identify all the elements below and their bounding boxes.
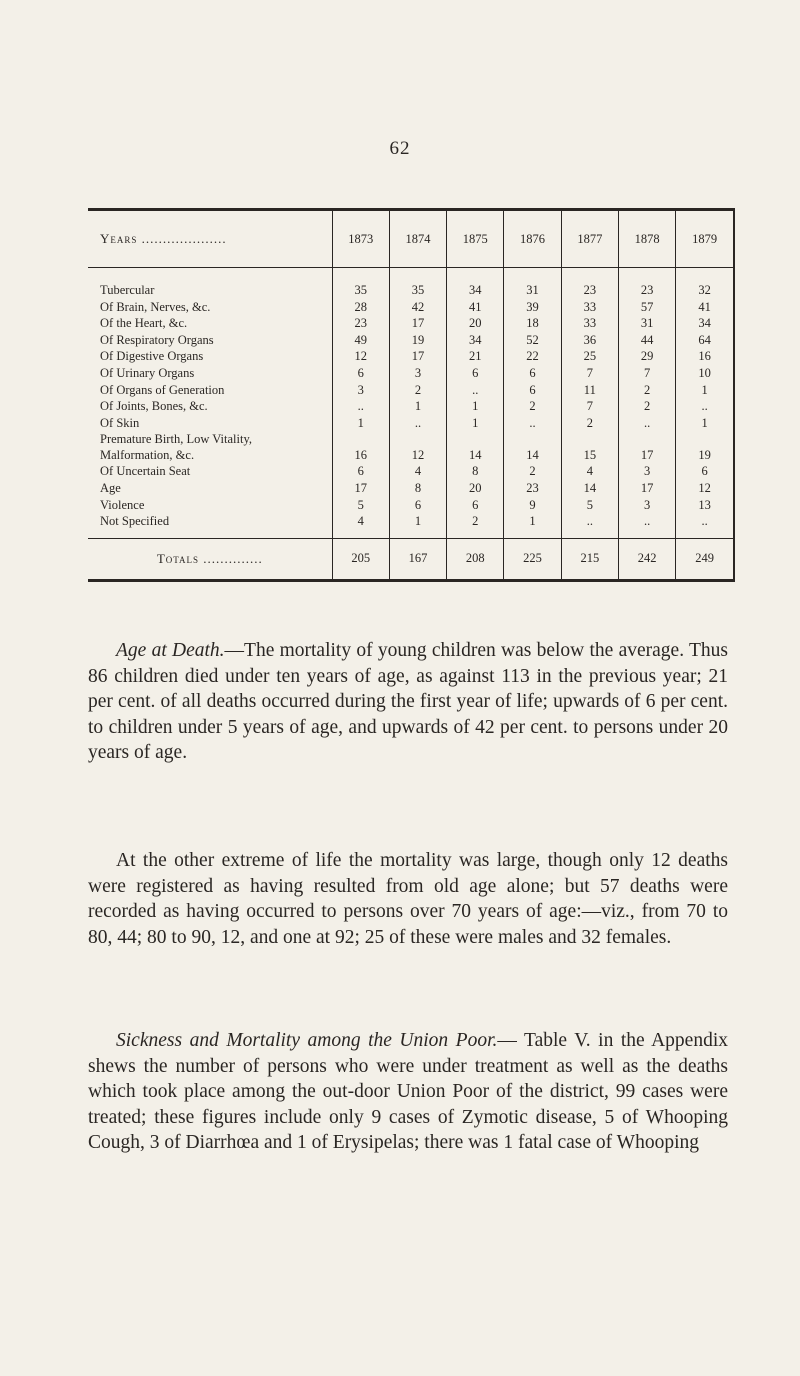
table-row [88, 513, 733, 538]
table-cell: 11 [561, 382, 618, 399]
extreme-of-life-paragraph: At the other extreme of life the mortality was large, though only 12 deaths were registered as having resulted from old age alone; but 57 deaths were recorded as having occurred to persons over 70 years of age:—viz., from 70 to 80, 44; 80 to 90, 12, and one at 92; 25 of these were males and 32 females. [88, 850, 728, 948]
row-label: Premature Birth, Low Vitality, Malformation, &c. [100, 432, 253, 463]
table-cell: .. [389, 415, 446, 432]
age-at-death-body: —The mortality of young children was below the average. Thus 86 children died under ten years of age, as against 113 in the previous year; 21 per cent. of all deaths occurred during the first year of life; upwards of 6 per cent. to children under 5 years of age, and upwards of 42 per cent. to persons under 20 years of age. [88, 640, 728, 763]
year-header: 1878 [618, 211, 675, 268]
table-cell: 13 [676, 497, 733, 514]
row-label: Of Digestive Organs [100, 349, 204, 364]
table-cell: 7 [561, 365, 618, 382]
table-cell: 49 [332, 332, 389, 349]
table-cell: 12 [389, 431, 446, 463]
table-cell: 3 [618, 497, 675, 514]
table-cell: 21 [447, 348, 504, 365]
table-cell: 14 [561, 480, 618, 497]
table-cell: 3 [332, 382, 389, 399]
table-cell: 31 [618, 315, 675, 332]
table-cell: 1 [676, 382, 733, 399]
row-label: Of Urinary Organs [100, 365, 195, 380]
table-cell: 19 [676, 431, 733, 463]
union-poor-paragraph [88, 1028, 728, 1156]
table-cell: .. [504, 415, 561, 432]
table-cell: 2 [504, 463, 561, 480]
table-cell: 17 [389, 315, 446, 332]
row-label: Of Skin [100, 415, 140, 430]
row-label: Violence [100, 497, 145, 512]
table-cell: .. [332, 398, 389, 415]
table-cell: 28 [332, 299, 389, 316]
table-cell: 41 [676, 299, 733, 316]
table-cell: 1 [332, 415, 389, 432]
table-cell: 4 [389, 463, 446, 480]
table-cell: 29 [618, 348, 675, 365]
table-cell: 7 [618, 365, 675, 382]
row-label: Not Specified [100, 514, 170, 529]
row-label: Of Respiratory Organs [100, 332, 214, 347]
table-cell: 23 [618, 268, 675, 299]
table-cell: 22 [504, 348, 561, 365]
row-label: Of Uncertain Seat [100, 464, 191, 479]
table-cell: 6 [504, 382, 561, 399]
table-row [88, 497, 733, 514]
table-cell: 8 [389, 480, 446, 497]
table-cell: 12 [332, 348, 389, 365]
table-cell: 35 [389, 268, 446, 299]
table-cell: 1 [504, 513, 561, 538]
table-cell: 15 [561, 431, 618, 463]
table-row [88, 299, 733, 316]
table-cell: 6 [332, 365, 389, 382]
table-row [88, 332, 733, 349]
totals-label: Totals .............. [88, 538, 332, 579]
table-cell: 2 [389, 382, 446, 399]
table-cell: 52 [504, 332, 561, 349]
total-cell: 225 [504, 538, 561, 579]
table-cell: 17 [332, 480, 389, 497]
table-cell: 3 [618, 463, 675, 480]
table-cell: 6 [389, 497, 446, 514]
table-cell: 57 [618, 299, 675, 316]
table-cell: 39 [504, 299, 561, 316]
table-cell: 6 [676, 463, 733, 480]
table-cell: 16 [332, 431, 389, 463]
table-cell: 34 [676, 315, 733, 332]
year-header: 1876 [504, 211, 561, 268]
table-cell: 2 [447, 513, 504, 538]
table-cell: 31 [504, 268, 561, 299]
table-cell: 10 [676, 365, 733, 382]
age-at-death-heading: Age at Death. [116, 640, 225, 661]
table-cell: 1 [389, 513, 446, 538]
table-cell: .. [618, 415, 675, 432]
total-cell: 249 [676, 538, 733, 579]
table-cell: 14 [504, 431, 561, 463]
table-row [88, 268, 733, 299]
table-cell: 5 [332, 497, 389, 514]
row-label: Of the Heart, &c. [100, 316, 188, 331]
table-cell: 9 [504, 497, 561, 514]
table-cell: .. [676, 513, 733, 538]
table-cell: 44 [618, 332, 675, 349]
table-cell: 2 [504, 398, 561, 415]
table-cell: 32 [676, 268, 733, 299]
table-cell: 3 [389, 365, 446, 382]
table-cell: 1 [676, 415, 733, 432]
row-label: Of Joints, Bones, &c. [100, 399, 208, 414]
table-cell: 5 [561, 497, 618, 514]
table-cell: 25 [561, 348, 618, 365]
row-label: Of Brain, Nerves, &c. [100, 299, 211, 314]
table-header-row [88, 211, 733, 268]
table-cell: 23 [504, 480, 561, 497]
year-header: 1875 [447, 211, 504, 268]
table-cell: 33 [561, 299, 618, 316]
table-cell: .. [676, 398, 733, 415]
table-cell: 1 [389, 398, 446, 415]
table-cell: 8 [447, 463, 504, 480]
table-cell: 2 [618, 398, 675, 415]
table-row [88, 398, 733, 415]
table-cell: 42 [389, 299, 446, 316]
table-cell: 41 [447, 299, 504, 316]
table-cell: 20 [447, 480, 504, 497]
total-cell: 205 [332, 538, 389, 579]
table-cell: 2 [561, 415, 618, 432]
table-cell: 14 [447, 431, 504, 463]
table-cell: .. [561, 513, 618, 538]
table-cell: 36 [561, 332, 618, 349]
years-header: Years .................... [88, 211, 332, 268]
year-header: 1879 [676, 211, 733, 268]
table-cell: 2 [618, 382, 675, 399]
page-number: 62 [389, 138, 411, 159]
table-cell: 17 [618, 480, 675, 497]
total-cell: 215 [561, 538, 618, 579]
table-cell: 35 [332, 268, 389, 299]
year-header: 1873 [332, 211, 389, 268]
table-cell: 20 [447, 315, 504, 332]
table-cell: .. [618, 513, 675, 538]
table-cell: 6 [447, 497, 504, 514]
total-cell: 242 [618, 538, 675, 579]
table-cell: 64 [676, 332, 733, 349]
table-row [88, 480, 733, 497]
table-row [88, 463, 733, 480]
table-cell: 6 [332, 463, 389, 480]
table-cell: 16 [676, 348, 733, 365]
table-cell: 17 [618, 431, 675, 463]
mortality-table [88, 208, 735, 582]
table-row [88, 348, 733, 365]
table-cell: 18 [504, 315, 561, 332]
year-header: 1877 [561, 211, 618, 268]
table-row [88, 431, 733, 463]
table-cell: 7 [561, 398, 618, 415]
table-cell: .. [447, 382, 504, 399]
row-label: Tubercular [100, 283, 155, 297]
table-cell: 23 [561, 268, 618, 299]
table-row [88, 415, 733, 432]
table-cell: 34 [447, 268, 504, 299]
table-cell: 23 [332, 315, 389, 332]
table-cell: 6 [504, 365, 561, 382]
table-cell: 12 [676, 480, 733, 497]
row-label: Age [100, 480, 121, 495]
row-label: Of Organs of Generation [100, 382, 225, 397]
table-cell: 6 [447, 365, 504, 382]
table-cell: 4 [561, 463, 618, 480]
table-cell: 17 [389, 348, 446, 365]
totals-row [88, 538, 733, 579]
age-at-death-paragraph [88, 638, 728, 766]
table-row [88, 315, 733, 332]
year-header: 1874 [389, 211, 446, 268]
union-poor-heading: Sickness and Mortality among the Union Poor. [116, 1030, 498, 1051]
table-cell: 1 [447, 415, 504, 432]
table-cell: 34 [447, 332, 504, 349]
table-cell: 19 [389, 332, 446, 349]
total-cell: 208 [447, 538, 504, 579]
table-row [88, 382, 733, 399]
table-cell: 33 [561, 315, 618, 332]
total-cell: 167 [389, 538, 446, 579]
table-cell: 4 [332, 513, 389, 538]
table-cell: 1 [447, 398, 504, 415]
union-poor-body: — Table V. in the Appendix shews the number of persons who were under treatment as well as the deaths which took place among the out-door Union Poor of the district, 99 cases were treated; these figures include only 9 cases of Zymotic disease, 5 of Whooping Cough, 3 of Diarrhœa and 1 of Erysipelas; there was 1 fatal case of Whooping [88, 1030, 728, 1153]
table-row [88, 365, 733, 382]
